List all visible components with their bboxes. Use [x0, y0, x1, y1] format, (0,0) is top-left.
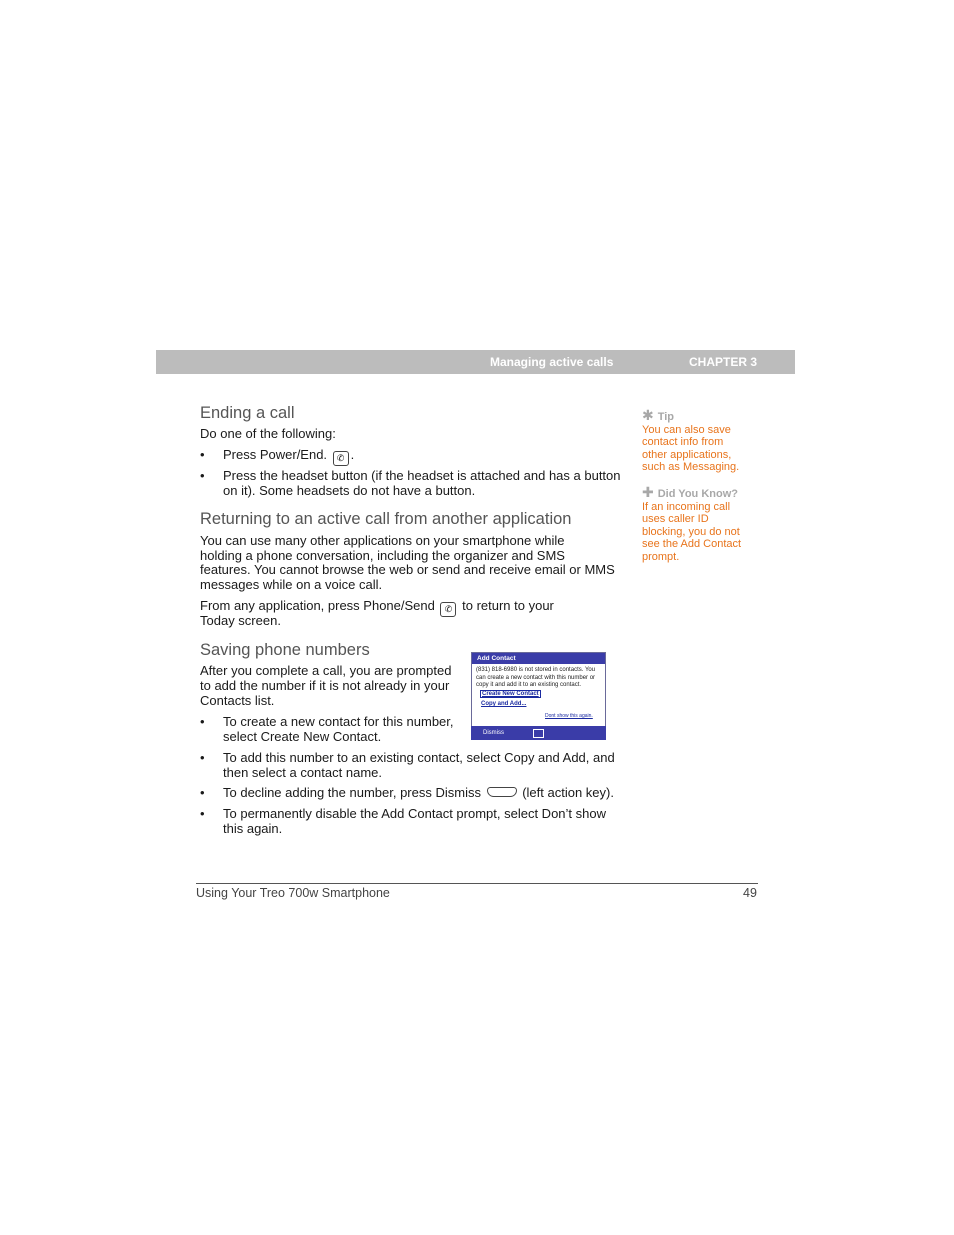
add-contact-screenshot — [471, 652, 606, 740]
footer-divider — [196, 883, 758, 884]
tip-line: other applications, — [642, 448, 732, 461]
phone-send-key-icon: ✆ — [440, 602, 456, 617]
bullet-text: Press Power/End. — [223, 447, 328, 462]
tip-box — [642, 409, 739, 474]
dyk-line: see the Add Contact — [642, 538, 742, 551]
section-title: Managing active calls — [490, 355, 614, 369]
returning-para1-line4: messages while on a voice call. — [200, 577, 383, 592]
tip-line: such as Messaging. — [642, 461, 740, 474]
dyk-line: prompt. — [642, 550, 680, 563]
returning-para1-line2: holding a phone conversation, including the organizer and SMS — [200, 548, 565, 563]
dyk-line: blocking, you do not — [642, 525, 740, 538]
bullet-text: this again. — [223, 821, 283, 836]
did-you-know-label: Did You Know? — [657, 488, 738, 500]
heading-returning: Returning to an active call from another application — [200, 510, 572, 528]
keyboard-icon[interactable] — [533, 729, 544, 738]
saving-para-line3: Contacts list. — [200, 693, 275, 708]
bullet-text: then select a contact name. — [223, 765, 382, 780]
bullet-text: To create a new contact for this number, — [223, 714, 454, 729]
bullet-text: (left action key). — [522, 785, 614, 800]
tip-label: Tip — [657, 411, 675, 423]
heading-saving: Saving phone numbers — [200, 641, 370, 659]
bullet-text: on it). Some headsets do not have a button. — [223, 483, 476, 498]
bullet-text: Press the headset button (if the headset is attached and has a button — [223, 468, 621, 483]
returning-para2-after: to return to your — [462, 598, 554, 613]
dismiss-softkey[interactable]: Dismiss — [483, 730, 504, 736]
bullet-text: To decline adding the number, press Dismiss — [223, 785, 481, 800]
plus-icon: ✚ — [642, 484, 654, 500]
dyk-line: uses caller ID — [642, 513, 709, 526]
page-number: 49 — [743, 886, 757, 900]
returning-para2-line2: Today screen. — [200, 613, 281, 628]
screen-softkey-bar — [471, 726, 606, 740]
saving-para-line2: to add the number if it is not already in your — [200, 678, 450, 693]
create-new-contact-link[interactable]: Create New Contact — [482, 691, 539, 697]
footer-title: Using Your Treo 700w Smartphone — [196, 886, 390, 900]
saving-para-line1: After you complete a call, you are prompted — [200, 663, 452, 678]
returning-para1-line1: You can use many other applications on your smartphone while — [200, 533, 565, 548]
copy-and-add-link[interactable]: Copy and Add... — [481, 701, 527, 707]
screen-message: (831) 818-6980 is not stored in contacts. You can create a new contact with this number or copy it and add it to an existing contact. — [476, 667, 596, 688]
chapter-label: CHAPTER 3 — [689, 355, 758, 369]
bullet-text: select Create New Contact. — [223, 729, 382, 744]
chapter-header-bar — [156, 350, 795, 374]
tip-line: You can also save — [642, 423, 731, 436]
left-action-key-icon — [487, 787, 517, 797]
dont-show-again-link[interactable]: Dont show this again. — [545, 713, 593, 719]
heading-ending-call: Ending a call — [200, 404, 295, 422]
bullet-text: To permanently disable the Add Contact prompt, select Don’t show — [223, 806, 606, 821]
tip-line: contact info from — [642, 436, 724, 449]
dyk-line: If an incoming call — [642, 500, 731, 513]
screen-title: Add Contact — [472, 653, 605, 664]
ending-intro: Do one of the following: — [200, 426, 336, 441]
did-you-know-box — [642, 486, 741, 564]
bullet-text: To add this number to an existing contact, select Copy and Add, and — [223, 750, 615, 765]
returning-para1-line3: features. You cannot browse the web or send and receive email or MMS — [200, 562, 615, 577]
power-end-key-icon: ✆ — [333, 451, 349, 466]
asterisk-icon: ✱ — [642, 407, 654, 423]
returning-para2-before: From any application, press Phone/Send — [200, 598, 435, 613]
